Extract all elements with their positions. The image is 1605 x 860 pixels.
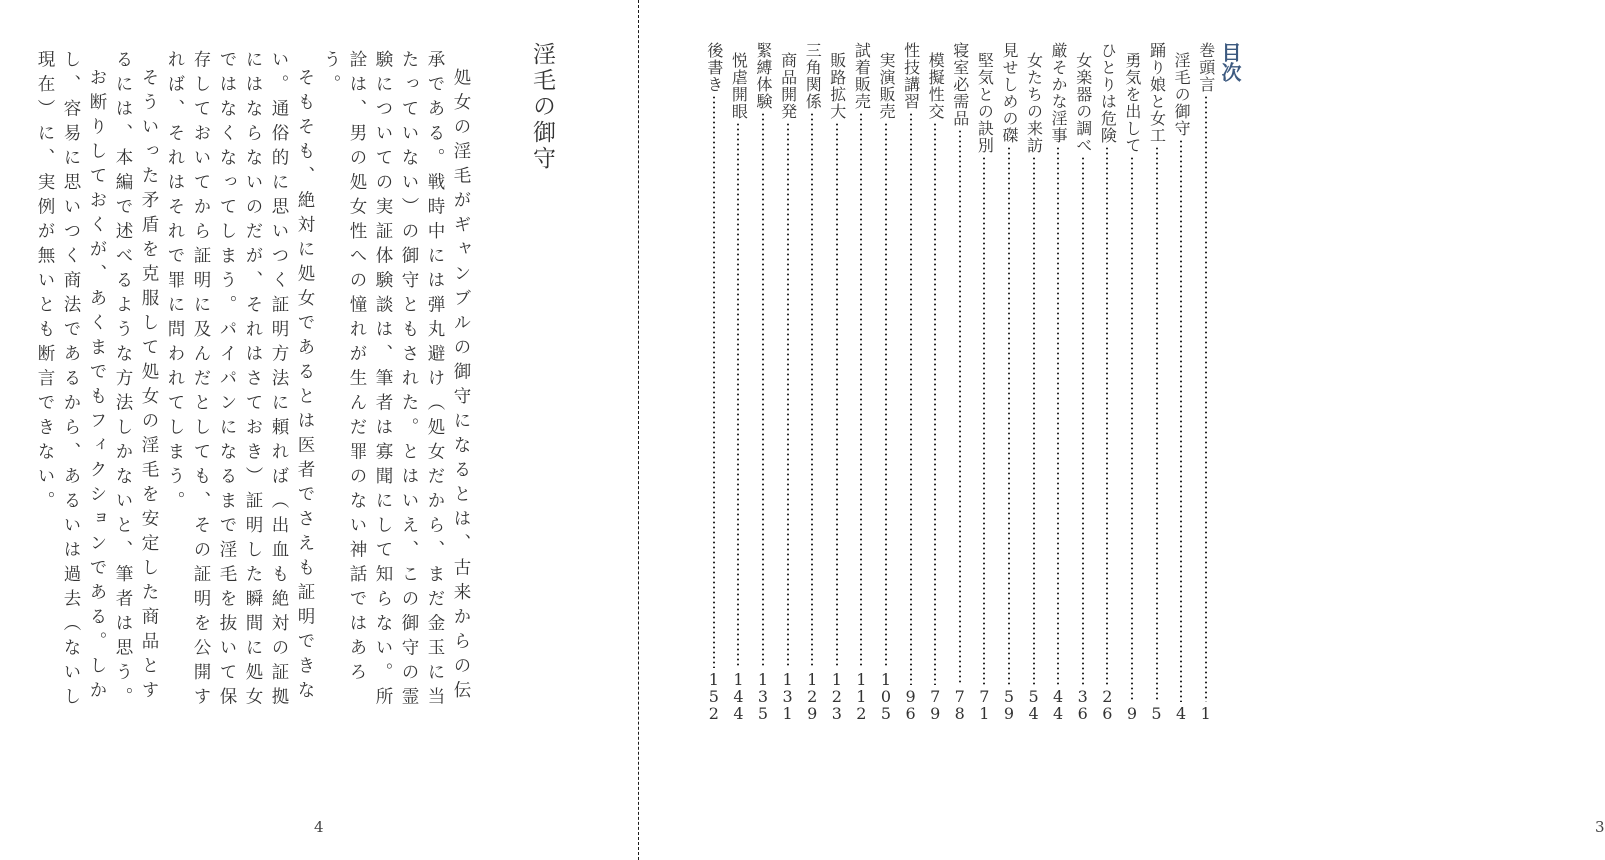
toc-entry[interactable] [1021,42,1046,722]
page-digit: 2 [708,704,719,723]
toc-entry[interactable] [923,42,948,722]
dot-leader [1033,156,1035,685]
page-digit: 4 [1028,704,1039,723]
dot-leader [836,122,838,668]
page-digit: 1 [782,670,793,689]
toc-entry[interactable] [726,42,751,722]
paragraph: お断りしておくが、あくまでもフィクションである。しかし、容易に思いつく商法であるから、あるいは過去（ないし現在）に、実例が無いとも断言できない。 [35,50,107,712]
page-digit: 3 [1077,687,1088,706]
toc-entry-title: 巻頭言 [1196,42,1216,93]
toc-entry[interactable] [898,42,923,722]
page-digit: 7 [954,687,965,706]
paragraph: そもそも、絶対に処女であるとは医者でさえも証明できない。通俗的に思いつく証明方法に頼れば（出血も絶対の証拠にはならないのだが、それはさておき）証明した瞬間に処女ではなくなってしまう。パイパンになるまで淫毛を抜いて保存しておいてから証明に及んだとしても、その証明を公開すれば、それはそれで罪に問われてしまう。 [165,50,315,712]
dot-leader [1008,146,1010,685]
page-digit: 0 [880,687,892,706]
toc-entry[interactable] [1070,42,1095,722]
toc-entry[interactable] [1144,42,1169,722]
toc-entry-title: 販路拡大 [827,52,847,120]
toc-entry[interactable] [874,42,899,722]
dot-leader [1082,156,1084,685]
page-digit: 5 [880,704,892,723]
toc-entry-page [905,688,915,722]
toc-entry-page [1102,688,1112,722]
dot-leader [934,122,936,685]
dot-leader [910,112,912,685]
toc-entry-page [709,671,719,722]
chapter-title: 淫毛の御守 [529,42,555,172]
toc-entry-title: 後書き [704,42,724,93]
page-divider [638,0,639,860]
toc-entry-title: 堅気との訣別 [975,52,995,154]
toc-entry-title: 女楽器の調べ [1073,52,1093,154]
body-text [32,50,474,720]
dot-leader [959,129,961,685]
toc-entry-title: 勇気を出して [1122,52,1142,154]
toc-entry-page [758,671,768,722]
page-digit: 1 [979,704,990,723]
toc-entry-title: 三角関係 [803,42,823,110]
page-digit: 8 [954,704,965,723]
page-digit: 4 [733,687,744,706]
toc-entry[interactable] [1169,42,1194,722]
toc-entry-title: ひとりは危険 [1098,42,1118,144]
toc-entry-page [832,671,842,722]
page-digit: 5 [1151,704,1162,723]
page-digit: 1 [782,704,793,723]
page-digit: 6 [1077,704,1088,723]
page-number-right: 3 [1595,818,1605,836]
dot-leader [1180,139,1182,702]
toc-entry[interactable] [751,42,776,722]
toc-entry-page [1151,705,1161,722]
page-digit: 1 [856,670,867,689]
toc-entry-page [979,688,989,722]
dot-leader [860,112,862,668]
toc-entry-page [881,671,891,722]
page-digit: 9 [1126,704,1138,723]
page-digit: 5 [708,687,719,706]
page-digit: 4 [1176,704,1187,723]
page-digit: 2 [1102,687,1113,706]
toc-entry-title: 寝室必需品 [950,42,970,127]
page-digit: 6 [1102,704,1113,723]
page-digit: 5 [1028,687,1039,706]
toc-entry-page [733,671,743,722]
page-digit: 1 [880,670,892,689]
dot-leader [737,122,739,668]
paragraph: 処女の淫毛がギャンブルの御守になるとは、古来からの伝承である。戦時中には弾丸避け（処女だから、まだ金玉に当たっていない）の御守ともされた。とはいえ、この御守の霊験についての実証体験談は、筆者は寡聞にして知らない。所詮は、男の処女性への憧れが生んだ罪のない神話ではあろう。 [321,50,471,712]
toc-entry[interactable] [1120,42,1145,722]
page-digit: 5 [1003,687,1015,706]
page-digit: 2 [856,704,867,723]
toc-entry[interactable] [800,42,825,722]
toc-entry-title: 性技講習 [901,42,921,110]
toc-entry-page [1053,688,1063,722]
toc-entry-page [807,671,817,722]
toc-entry-title: 女たちの来訪 [1024,52,1044,154]
dot-leader [811,112,813,668]
dot-leader [762,112,764,668]
page-digit: 1 [708,670,719,689]
page-digit: 1 [831,670,842,689]
toc-entry[interactable] [1193,42,1218,722]
dot-leader [885,122,887,668]
page-digit: 9 [930,704,941,723]
dot-leader [1131,156,1133,702]
page-digit: 1 [733,670,744,689]
page-digit: 3 [757,687,769,706]
toc-entry[interactable] [775,42,800,722]
toc-entry[interactable] [1095,42,1120,722]
toc-entry-page [930,688,940,722]
page-digit: 1 [807,670,818,689]
left-page [0,0,639,860]
toc-entry[interactable] [702,42,727,722]
toc-entry-page [1028,688,1038,722]
page-digit: 1 [856,687,867,706]
page-digit: 4 [1053,687,1064,706]
page-digit: 9 [905,687,916,706]
page-digit: 1 [757,670,769,689]
page-digit: 6 [905,704,916,723]
toc-entry-title: 厳そかな淫事 [1049,42,1069,144]
toc-list [702,42,1218,722]
toc-entry-title: 試着販売 [852,42,872,110]
page-digit: 2 [807,687,818,706]
toc-entry-title: 見せしめの磔 [999,42,1019,144]
page-digit: 7 [979,687,990,706]
toc-entry-page [1127,705,1137,722]
page-digit: 3 [831,704,842,723]
toc-entry[interactable] [825,42,850,722]
dot-leader [713,95,715,668]
toc-entry-page [1176,705,1186,722]
page-digit: 4 [1053,704,1064,723]
toc-entry-page [1201,705,1211,722]
toc-entry-page [856,671,866,722]
toc-entry[interactable] [1046,42,1071,722]
dot-leader [787,122,789,668]
right-page [640,0,1605,860]
toc-entry-page [1004,688,1014,722]
page-digit: 9 [807,704,818,723]
dot-leader [1205,95,1207,702]
toc-entry-title: 模擬性交 [926,52,946,120]
page-digit: 3 [782,687,793,706]
toc-entry[interactable] [849,42,874,722]
toc-entry-title: 緊縛体験 [754,42,774,110]
dot-leader [1156,146,1158,702]
dot-leader [1057,146,1059,685]
toc-entry-page [955,688,965,722]
page-digit: 7 [930,687,941,706]
toc-heading: 目次 [1218,42,1242,82]
toc-entry-title: 淫毛の御守 [1172,52,1192,137]
toc-entry-title: 商品開発 [778,52,798,120]
toc-entry[interactable] [997,42,1022,722]
toc-entry-page [783,671,793,722]
table-of-contents [702,42,1242,722]
toc-entry[interactable] [972,42,997,722]
toc-entry-page [1078,688,1088,722]
dot-leader [983,156,985,685]
toc-entry-title: 踊り娘と女工 [1147,42,1167,144]
toc-entry[interactable] [947,42,972,722]
page-digit: 5 [757,704,769,723]
toc-entry-title: 実演販売 [876,52,896,120]
page-digit: 9 [1003,704,1015,723]
page-digit: 1 [1200,704,1211,723]
page-digit: 2 [831,687,842,706]
toc-entry-title: 悦虐開眼 [729,52,749,120]
page-number-left: 4 [314,818,324,836]
page-digit: 4 [733,704,744,723]
dot-leader [1106,146,1108,685]
paragraph: そういった矛盾を克服して処女の淫毛を安定した商品とするには、本編で述べるような方法しかないと、筆者は思う。 [113,50,159,712]
